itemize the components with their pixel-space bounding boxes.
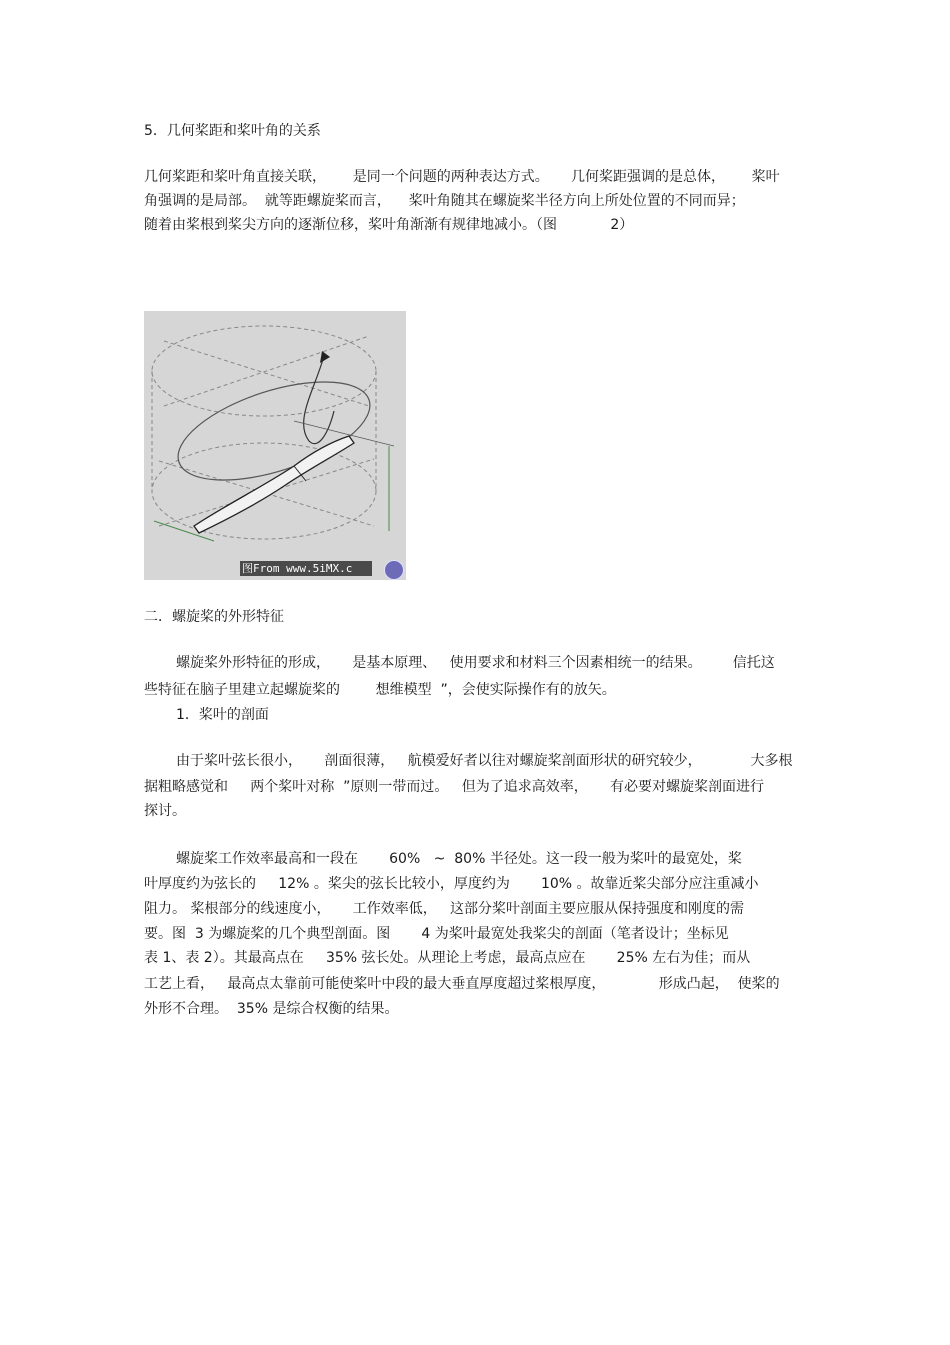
watermark-text <box>240 561 372 576</box>
watermark-badge-icon <box>384 560 404 580</box>
paragraph-line: 要。图 3 为螺旋桨的几个典型剖面。图 4 为桨叶最宽处我桨尖的剖面（笔者设计；坐标见 <box>144 926 729 942</box>
paragraph-line: 随着由桨根到桨尖方向的逐渐位移，桨叶角渐渐有规律地减小。（图 2） <box>144 217 634 233</box>
propeller-pitch-figure <box>144 311 406 580</box>
figure-label-char: 图 <box>242 562 253 575</box>
paragraph-line: 角强调的是局部。 就等距螺旋桨而言， 桨叶角随其在螺旋桨半径方向上所处位置的不同而异； <box>144 193 745 209</box>
section-5-title: 5．几何桨距和桨叶角的关系 <box>144 123 321 139</box>
paragraph-line: 表 1、表 2）。其最高点在 35% 弦长处。从理论上考虑，最高点应在 25% 左右为佳；而从 <box>144 950 751 966</box>
paragraph-line: 几何桨距和桨叶角直接关联， 是同一个问题的两种表达方式。 几何桨距强调的是总体， 桨叶 <box>144 169 780 185</box>
section-2-title: 二．螺旋桨的外形特征 <box>144 609 284 625</box>
paragraph-line: 螺旋桨工作效率最高和一段在 60% ~ 80% 半径处。这一段一般为桨叶的最宽处，桨 <box>176 851 742 867</box>
paragraph-line: 由于桨叶弦长很小， 剖面很薄， 航模爱好者以往对螺旋桨剖面形状的研究较少， 大多根 <box>176 753 793 769</box>
paragraph-line: 据粗略感觉和 两个桨叶对称 ”原则一带而过。 但为了追求高效率， 有必要对螺旋桨剖面进行 <box>144 779 765 795</box>
paragraph-line: 叶厚度约为弦长的 12% 。桨尖的弦长比较小，厚度约为 10% 。故靠近桨尖部分应注重减小 <box>144 876 759 892</box>
paragraph-line: 些特征在脑子里建立起螺旋桨的 想维模型 ”，会使实际操作有的放矢。 <box>144 682 616 698</box>
subsection-title: 1．桨叶的剖面 <box>176 707 269 723</box>
paragraph-line: 螺旋桨外形特征的形成， 是基本原理、 使用要求和材料三个因素相统一的结果。 信托这 <box>176 655 775 671</box>
paragraph-line: 阻力。 桨根部分的线速度小， 工作效率低， 这部分桨叶剖面主要应服从保持强度和刚度的需 <box>144 901 745 917</box>
paragraph-line: 工艺上看， 最高点太靠前可能使桨叶中段的最大垂直厚度超过桨根厚度， 形成凸起， 使桨的 <box>144 976 780 992</box>
watermark-source: From www.5iMX.c <box>253 562 353 575</box>
paragraph-line: 探讨。 <box>144 803 186 819</box>
paragraph-line: 外形不合理。 35% 是综合权衡的结果。 <box>144 1001 399 1017</box>
propeller-diagram <box>144 311 406 580</box>
